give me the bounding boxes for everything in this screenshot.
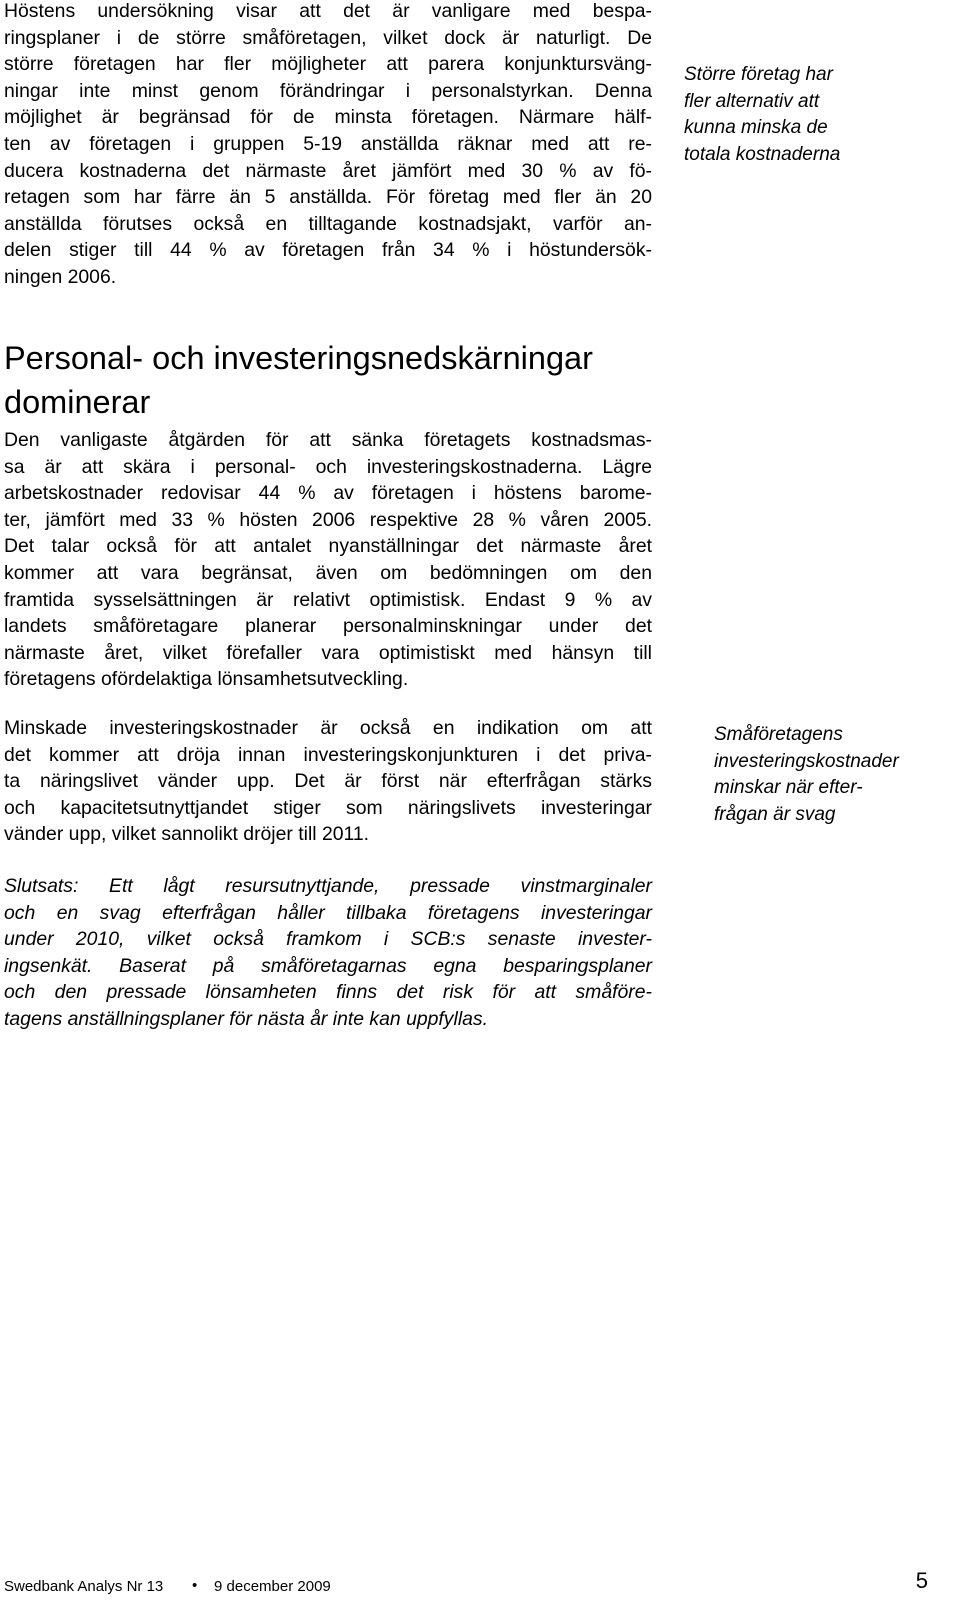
- conclusion-line: ingsenkät. Baserat på småföretagarnas egna besparingsplaner: [4, 954, 652, 977]
- intro-line: ringsplaner i de större småföretagen, vilket dock är naturligt. De: [4, 26, 652, 49]
- conclusion-paragraph: [4, 873, 652, 1033]
- body-line: vänder upp, vilket sannolikt dröjer till 2011.: [4, 823, 370, 846]
- publication-date: 9 december 2009: [214, 1578, 331, 1595]
- intro-line: anställda förutses också en tilltagande kostnadsjakt, varför an-: [4, 212, 652, 235]
- body-paragraph-cost-measures: [4, 427, 652, 693]
- intro-line: ducera kostnaderna det närmaste året jämfört med 30 % av fö-: [4, 159, 652, 182]
- intro-line: Höstens undersökning visar att det är vanligare med bespa-: [4, 0, 652, 22]
- body-line: arbetskostnader redovisar 44 % av företagen i höstens barome-: [4, 482, 652, 505]
- body-line: företagens ofördelaktiga lönsamhetsutveckling.: [4, 668, 409, 691]
- section-heading-line: dominerar: [4, 384, 151, 420]
- intro-paragraph: [4, 0, 652, 291]
- body-line: sa är att skära i personal- och investeringskostnaderna. Lägre: [4, 455, 652, 478]
- body-line: Minskade investeringskostnader är också en indikation om att: [4, 717, 652, 739]
- conclusion-line: under 2010, vilket också framkom i SCB:s senaste invester-: [4, 928, 652, 951]
- conclusion-line: och en svag efterfrågan håller tillbaka företagens investeringar: [4, 901, 652, 924]
- publication-name: Swedbank Analys Nr 13: [4, 1578, 164, 1595]
- conclusion-line: och den pressade lönsamheten finns det risk för att småföre-: [4, 981, 652, 1004]
- conclusion-line: tagens anställningsplaner för nästa år inte kan uppfyllas.: [4, 1007, 488, 1030]
- body-line: Den vanligaste åtgärden för att sänka företagets kostnadsmas-: [4, 429, 652, 451]
- margin-note-line: minskar när efter-: [714, 777, 863, 799]
- margin-note-line: kunna minska de: [684, 117, 828, 139]
- section-heading-line: Personal- och investeringsnedskärningar: [4, 340, 593, 376]
- intro-line: ningen 2006.: [4, 265, 117, 288]
- margin-note-line: frågan är svag: [714, 803, 836, 825]
- body-line: närmaste året, vilket förefaller vara optimistiskt med hänsyn till: [4, 641, 652, 664]
- body-line: ta näringslivet vänder upp. Det är först när efterfrågan stärks: [4, 770, 652, 793]
- body-line: framtida sysselsättningen är relativt optimistisk. Endast 9 % av: [4, 588, 652, 611]
- intro-line: möjlighet är begränsad för de minsta företagen. Närmare hälf-: [4, 106, 652, 129]
- margin-note-line: Större företag har: [684, 64, 833, 85]
- page-number: 5: [915, 1568, 928, 1593]
- body-line: landets småföretagare planerar personalminskningar under det: [4, 615, 652, 638]
- intro-line: delen stiger till 44 % av företagen från 34 % i höstundersök-: [4, 239, 652, 262]
- margin-note-line: totala kostnaderna: [684, 143, 841, 165]
- margin-note-line: fler alternativ att: [684, 90, 820, 112]
- intro-line: retagen som har färre än 5 anställda. För företag med fler än 20: [4, 186, 652, 209]
- section-heading: [4, 336, 684, 424]
- body-line: Det talar också för att antalet nyanställningar det närmaste året: [4, 535, 652, 558]
- margin-note-line: Småföretagens: [714, 724, 843, 745]
- body-line: och kapacitetsutnyttjandet stiger som näringslivets investeringar: [4, 796, 652, 819]
- footer-separator: •: [192, 1577, 198, 1594]
- margin-note-investment-costs: [714, 722, 899, 828]
- intro-line: större företagen har fler möjligheter att parera konjunktursväng-: [4, 53, 652, 76]
- intro-line: ten av företagen i gruppen 5-19 anställda räknar med att re-: [4, 132, 652, 155]
- margin-note-line: investeringskostnader: [714, 750, 899, 772]
- body-paragraph-investment: [4, 715, 652, 848]
- conclusion-line: Slutsats: Ett lågt resursutnyttjande, pressade vinstmarginaler: [4, 875, 652, 897]
- margin-note-cost-alternatives: [684, 62, 840, 168]
- body-line: det kommer att dröja innan investeringskonjunkturen i det priva-: [4, 743, 652, 766]
- body-line: ter, jämfört med 33 % hösten 2006 respektive 28 % våren 2005.: [4, 508, 652, 531]
- intro-line: ningar inte minst genom förändringar i personalstyrkan. Denna: [4, 79, 652, 102]
- body-line: kommer att vara begränsat, även om bedömningen om den: [4, 561, 652, 584]
